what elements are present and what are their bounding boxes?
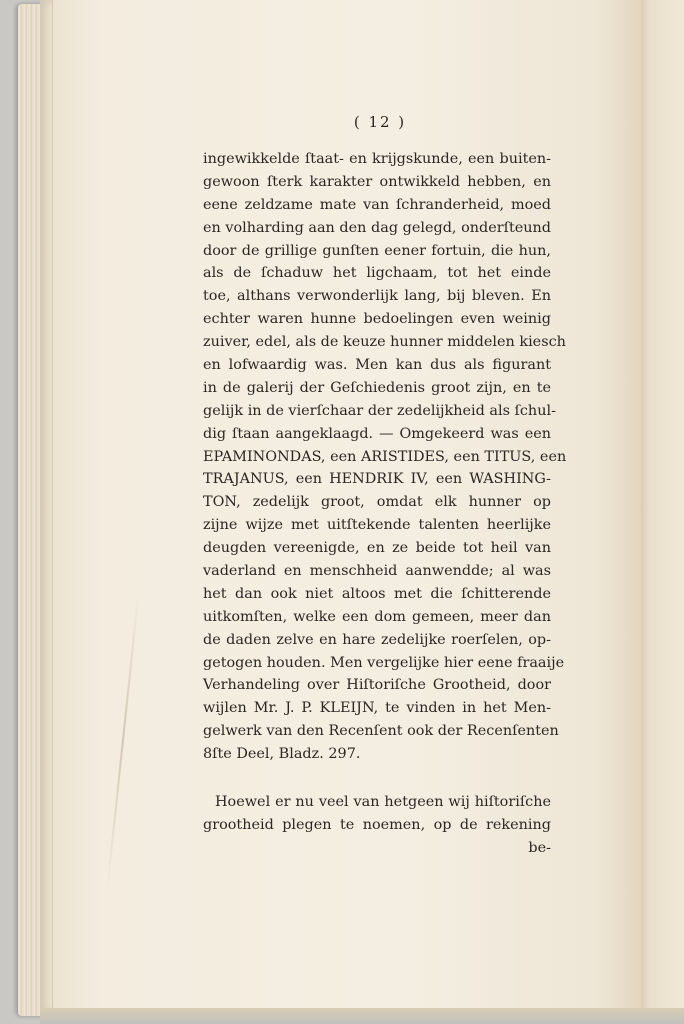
paragraph-1 [203,148,567,766]
body-text [203,148,567,860]
text-line: als de ſchaduw het ligchaam, tot het einde [203,265,551,282]
catchword: be- [528,839,551,856]
text-line: toe, althans verwonderlijk lang, bij bleven. En [203,288,551,305]
text-line: gelijk in de vierſchaar der zedelijkheid als ſchul- [203,402,556,419]
text-line: door de grillige gunſten eener fortuin, die hun, [203,242,551,259]
text-line: het dan ook niet altoos met die ſchitterende [203,585,551,602]
text-line: TRAJANUS, een HENDRIK IV, een WASHING- [203,471,551,488]
text-line: gelwerk van den Recenſent ook der Recenſenten [203,723,559,740]
text-line: wijlen Mr. J. P. KLEIJN, te vinden in het Men- [203,700,551,717]
text-line: TON, zedelijk groot, omdat elk hunner op [203,494,551,511]
text-line: in de galerij der Geſchiedenis groot zijn, en te [203,379,551,396]
text-line: grootheid plegen te noemen, op de rekening [203,816,551,833]
text-line: Verhandeling over Hiſtoriſche Grootheid, door [203,677,551,694]
text-line: uitkomſten, welke een dom gemeen, meer dan [203,608,551,625]
text-line: ingewikkelde ſtaat- en krijgskunde, een buiten- [203,151,551,167]
text-line: dig ſtaan aangeklaagd. — Omgekeerd was een [203,425,551,442]
page-bottom-edge [40,1008,684,1024]
text-line: 8ſte Deel, Bladz. 297. [203,746,361,763]
text-line: zijne wijze met uitſtekende talenten heerlijke [203,517,551,534]
text-line: deugden vereenigde, en ze beide tot heil van [203,540,551,557]
paragraph-2 [203,791,551,860]
text-line: zuiver, edel, als de keuze hunner middelen kiesch [203,334,566,351]
text-line: EPAMINONDAS, een ARISTIDES, een TITUS, een [203,448,567,465]
text-line: en lofwaardig was. Men kan dus als figurant [203,357,551,374]
book-spine [634,0,684,1014]
text-line: de daden zelve en hare zedelijke roerſelen, op- [203,631,551,648]
text-line: gewoon ſterk karakter ontwikkeld hebben, en [203,173,551,190]
text-line: getogen houden. Men vergelijke hier eene fraaije [203,654,565,671]
text-line: Hoewel er nu veel van hetgeen wij hiſtoriſche [215,794,551,811]
text-line: echter waren hunne bedoelingen even weinig [203,311,551,328]
text-line: vaderland en menschheid aanwendde; al was [203,563,551,580]
text-line: en volharding aan den dag gelegd, onderſteund [203,219,551,236]
paragraph-gap [203,766,551,791]
text-line: eene zeldzame mate van ſchranderheid, moed [203,196,551,213]
page-number: ( 12 ) [353,113,407,131]
